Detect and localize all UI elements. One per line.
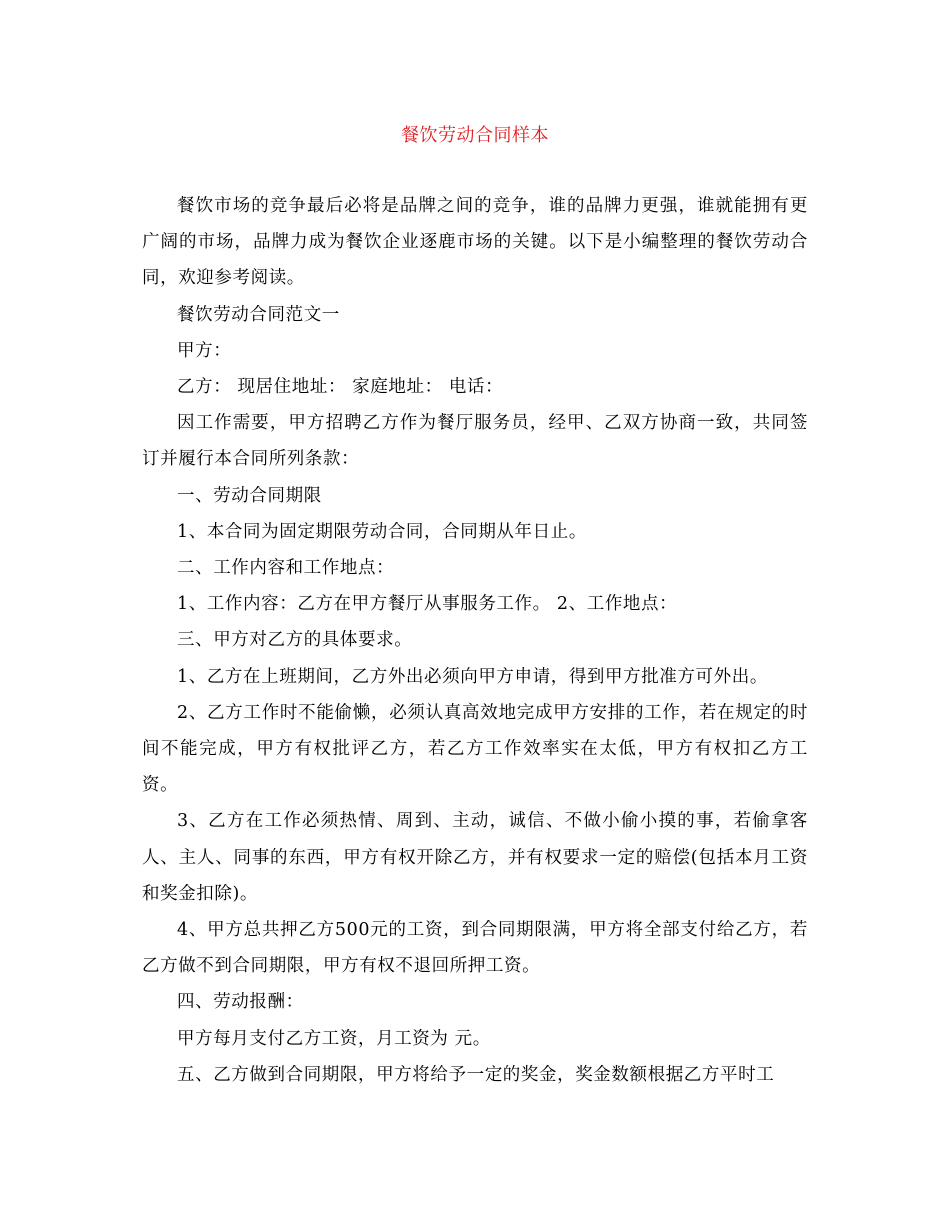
clause-paragraph: 1、本合同为固定期限劳动合同，合同期从年日止。 <box>177 521 587 542</box>
party-a-line: 甲方： <box>177 340 232 361</box>
section-heading: 四、劳动报酬： <box>177 992 304 1013</box>
party-b-line: 乙方： 现居住地址： 家庭地址： 电话： <box>177 377 504 398</box>
document-title: 餐饮劳动合同样本 <box>401 125 549 146</box>
clause-paragraph: 4、甲方总共押乙方500元的工资，到合同期限满，甲方将全部支付给乙方，若乙方做不到合同期限，甲方有权不退回所押工资。 <box>142 920 808 977</box>
clause-paragraph: 3、乙方在工作必须热情、周到、主动，诚信、不做小偷小摸的事，若偷拿客人、主人、同事的东西，甲方有权开除乙方，并有权要求一定的赔偿(包括本月工资和奖金扣除)。 <box>142 811 808 904</box>
clause-paragraph: 1、工作内容：乙方在甲方餐厅从事服务工作。 2、工作地点： <box>177 594 678 615</box>
intro-paragraph: 餐饮市场的竞争最后必将是品牌之间的竞争，谁的品牌力更强，谁就能拥有更广阔的市场，品牌力成为餐饮企业逐鹿市场的关键。以下是小编整理的餐饮劳动合同，欢迎参考阅读。 <box>142 196 808 289</box>
preamble-paragraph: 因工作需要，甲方招聘乙方作为餐厅服务员，经甲、乙双方协商一致，共同签订并履行本合同所列条款： <box>142 413 808 470</box>
clause-paragraph: 1、乙方在上班期间，乙方外出必须向甲方申请，得到甲方批准方可外出。 <box>177 666 768 687</box>
clause-paragraph: 2、乙方工作时不能偷懒，必须认真高效地完成甲方安排的工作，若在规定的时间不能完成，甲方有权批评乙方，若乙方工作效率实在太低，甲方有权扣乙方工资。 <box>142 702 808 796</box>
document-body <box>142 188 808 1093</box>
section-heading: 三、甲方对乙方的具体要求。 <box>177 630 413 651</box>
sample-heading: 餐饮劳动合同范文一 <box>177 304 340 325</box>
clause-paragraph: 五、乙方做到合同期限，甲方将给予一定的奖金，奖金数额根据乙方平时工 <box>177 1064 775 1085</box>
section-heading: 一、劳动合同期限 <box>177 485 322 506</box>
clause-paragraph: 甲方每月支付乙方工资，月工资为 元。 <box>177 1028 491 1049</box>
section-heading: 二、工作内容和工作地点： <box>177 558 395 579</box>
